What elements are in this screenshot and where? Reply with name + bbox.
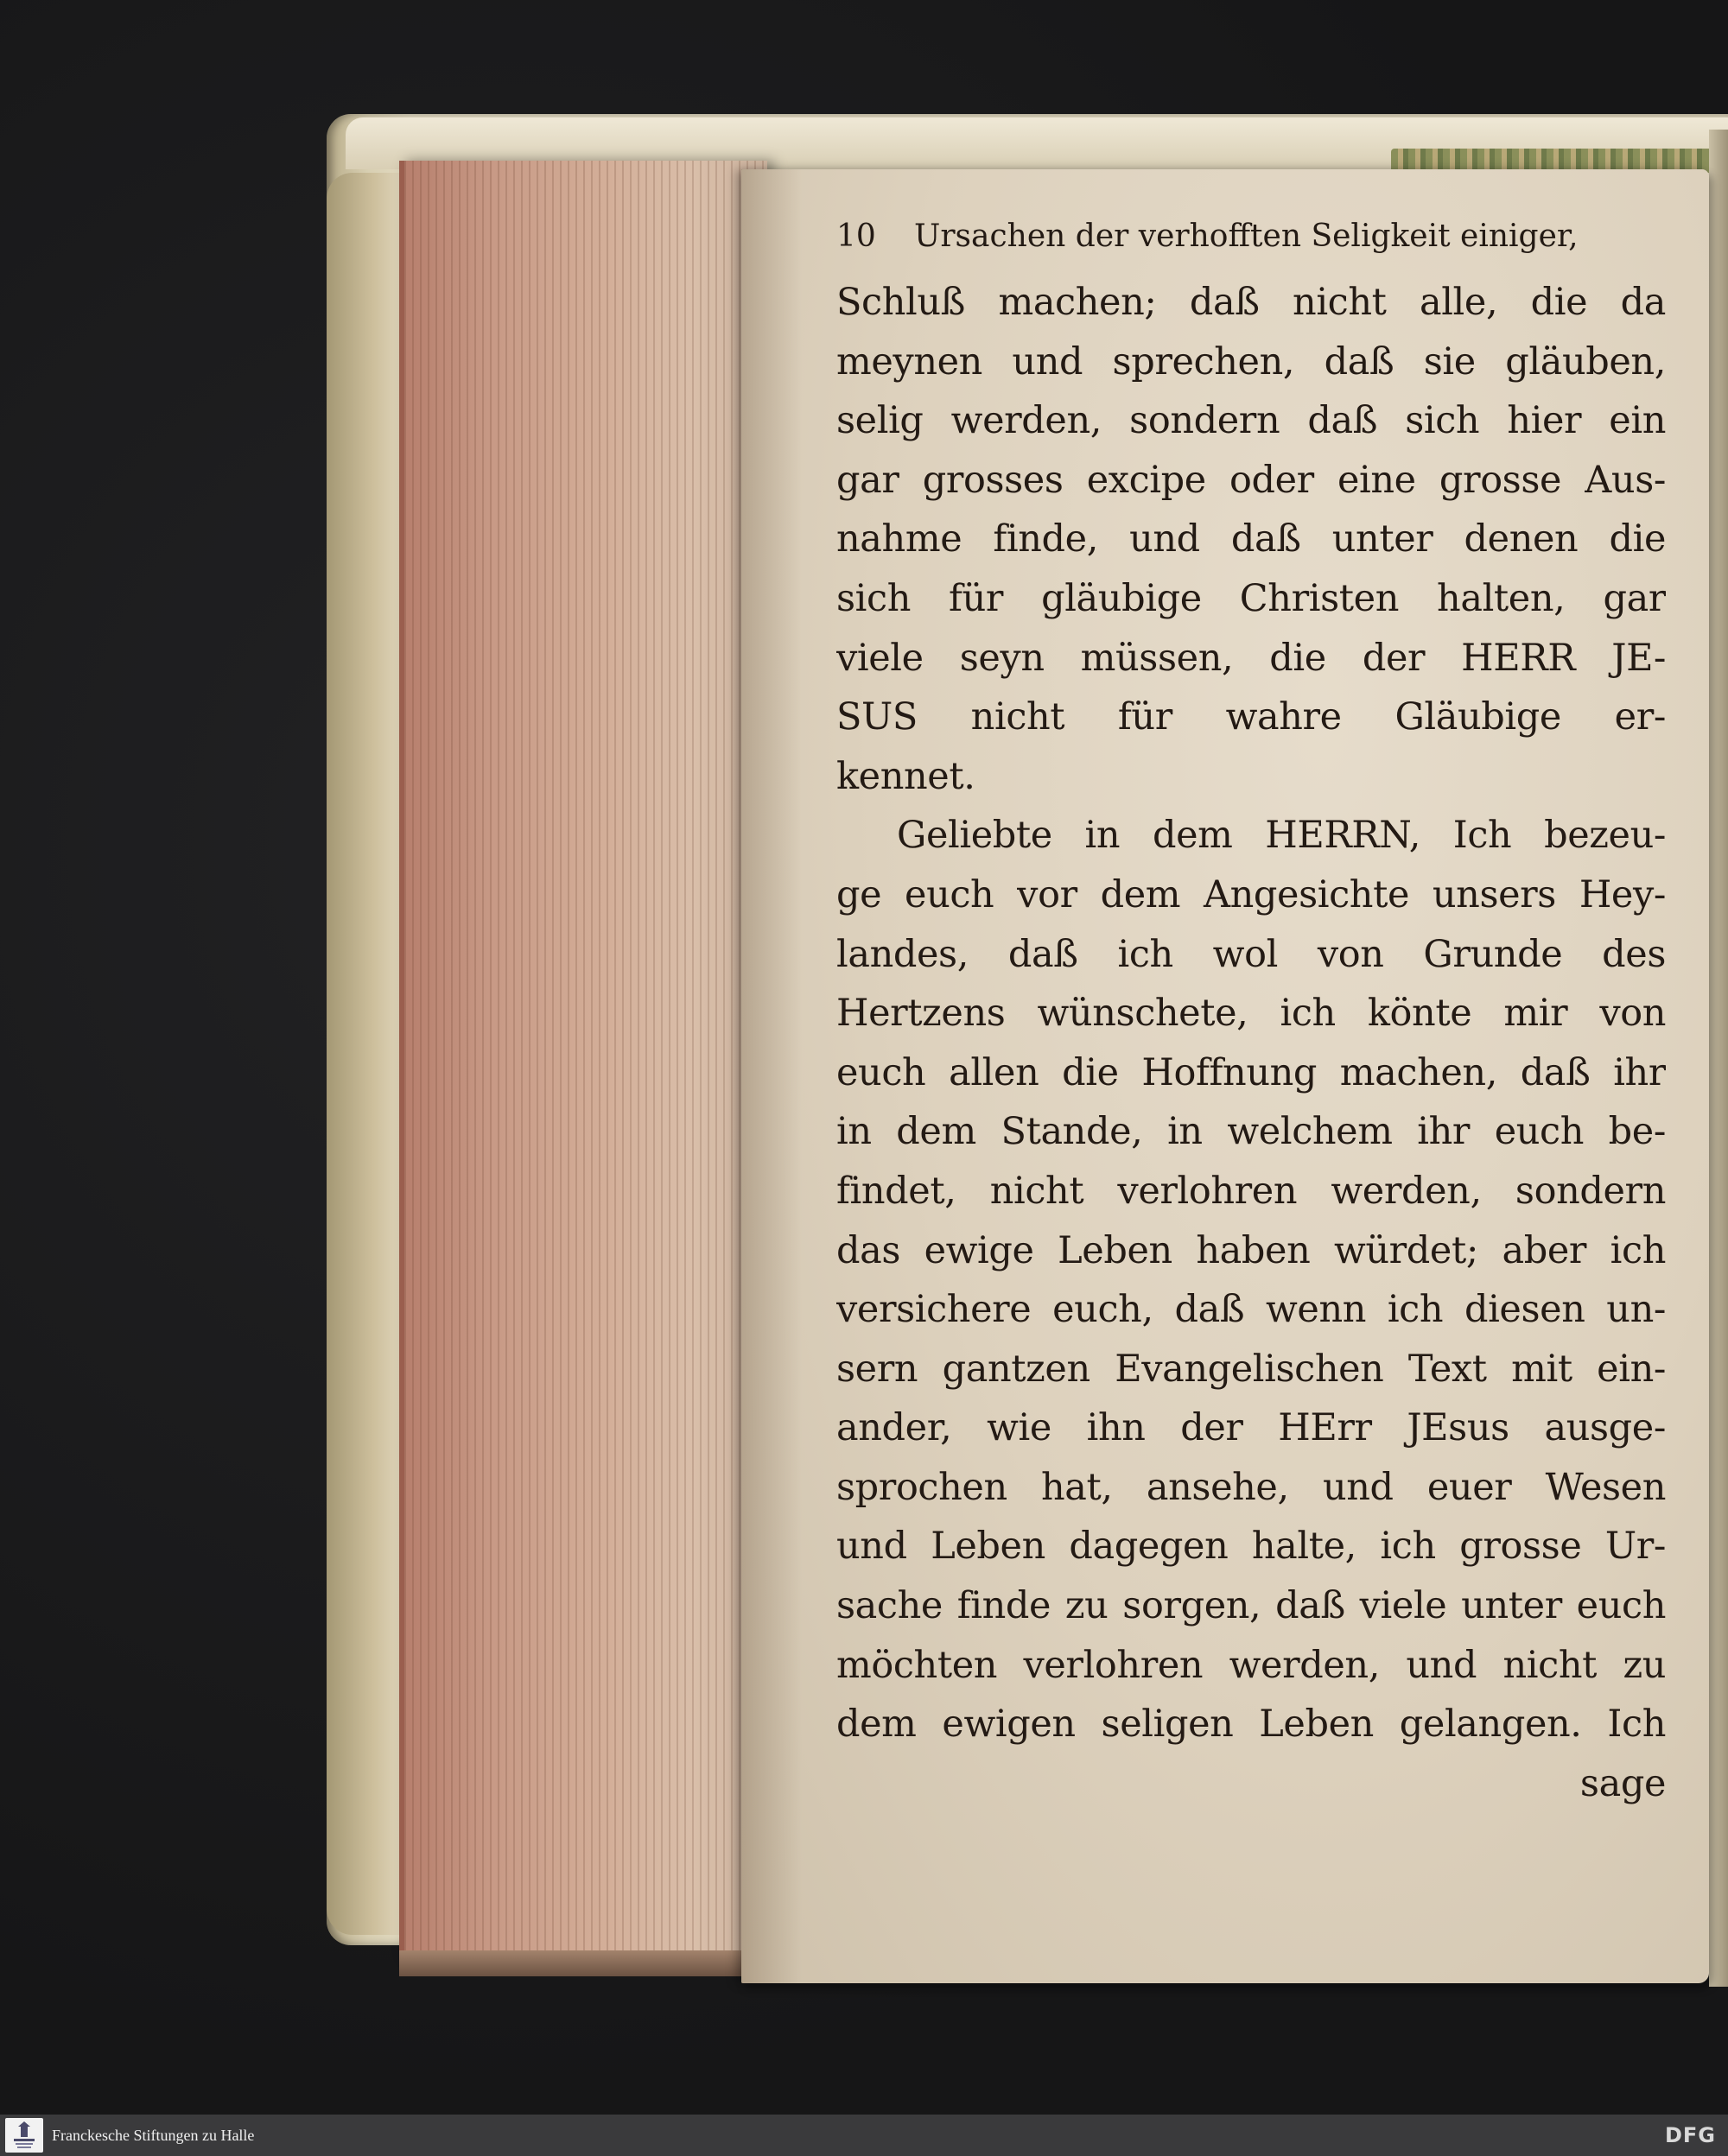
- text-line: ge euch vor dem Angesichte unsers Hey-: [836, 872, 1666, 916]
- book-spine: [327, 173, 404, 1935]
- text-line: nahme finde, und daß unter denen die: [836, 517, 1666, 561]
- running-head: [836, 212, 1666, 261]
- text-line: dem ewigen seligen Leben gelangen. Ich: [836, 1703, 1666, 1747]
- text-line: sich für gläubige Christen halten, gar: [836, 576, 1666, 620]
- page-edges: [399, 161, 767, 1957]
- text-line: findet, nicht verlohren werden, sondern: [836, 1169, 1666, 1213]
- text-line: Schluß machen; daß nicht alle, die da: [836, 281, 1666, 324]
- viewer-footer: [0, 2115, 1728, 2156]
- page-edges-bottom: [399, 1950, 762, 1976]
- text-line: sprochen hat, ansehe, und euer Wesen: [836, 1465, 1666, 1509]
- institution-logo-icon: [11, 2121, 37, 2149]
- text-line: meynen und sprechen, daß sie gläuben,: [836, 339, 1666, 384]
- text-line: Geliebte in dem HERRN, Ich bezeu-: [897, 814, 1666, 858]
- text-line: SUS nicht für wahre Gläubige er-: [836, 695, 1666, 739]
- text-line: in dem Stande, in welchem ihr euch be-: [836, 1110, 1666, 1154]
- text-line: viele seyn müssen, die der HERR JE-: [836, 636, 1666, 680]
- text-line: sern gantzen Evangelischen Text mit ein-: [836, 1347, 1666, 1391]
- running-head-title: Ursachen der verhofften Seligkeit einiger,: [914, 219, 1579, 254]
- text-line: Hertzens wünschete, ich könte mir von: [836, 992, 1666, 1036]
- text-block: [836, 212, 1666, 1813]
- text-line: möchten verlohren werden, und nicht zu: [836, 1643, 1666, 1687]
- institution-name: Franckesche Stiftungen zu Halle: [52, 2127, 255, 2144]
- catchword: sage: [1579, 1761, 1666, 1805]
- page-number: 10: [836, 219, 876, 254]
- text-line: kennet.: [836, 754, 975, 798]
- text-line: das ewige Leben haben würdet; aber ich: [836, 1228, 1666, 1272]
- text-line: sache finde zu sorgen, daß viele unter euch: [836, 1584, 1666, 1628]
- text-line: ander, wie ihn der HErr JEsus ausge-: [836, 1406, 1666, 1450]
- text-line: euch allen die Hoffnung machen, daß ihr: [836, 1050, 1666, 1094]
- text-line: und Leben dagegen halte, ich grosse Ur-: [836, 1525, 1666, 1569]
- facing-page-edge: [1709, 130, 1728, 1987]
- dfg-logo: DFG: [1664, 2123, 1716, 2147]
- text-line: gar grosses excipe oder eine grosse Aus-: [836, 458, 1666, 502]
- institution-logo: [5, 2118, 43, 2153]
- text-line: landes, daß ich wol von Grunde des: [836, 932, 1666, 976]
- gutter-shadow: [741, 169, 802, 1983]
- text-line: versichere euch, daß wenn ich diesen un-: [836, 1288, 1666, 1332]
- text-line: selig werden, sondern daß sich hier ein: [836, 399, 1666, 443]
